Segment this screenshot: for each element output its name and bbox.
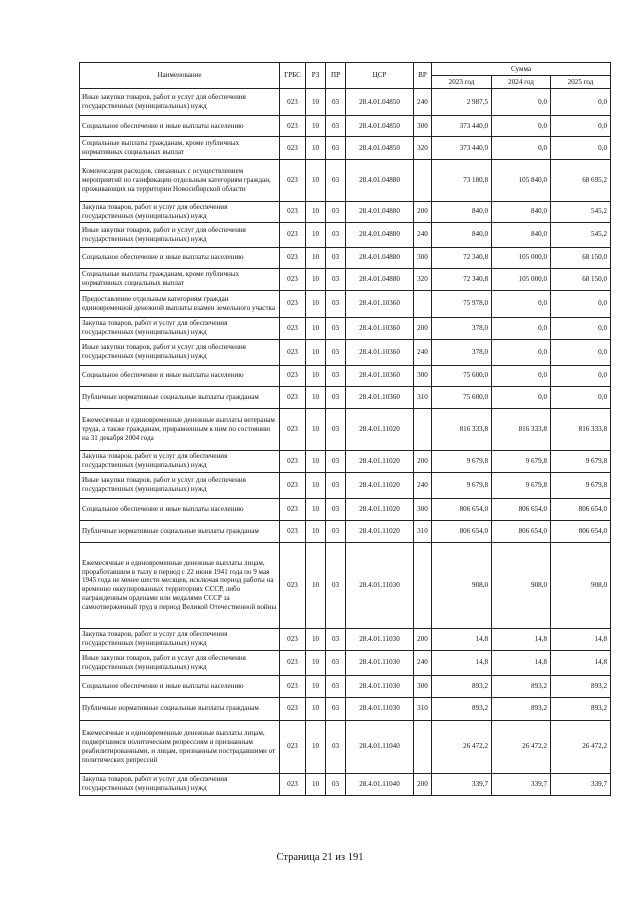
row-sum-2025: 14,8	[551, 628, 611, 650]
row-rz: 10	[306, 268, 326, 290]
row-rz: 10	[306, 472, 326, 498]
row-rz: 10	[306, 628, 326, 650]
row-pr: 03	[326, 408, 346, 450]
row-vr: 240	[414, 650, 432, 675]
row-name: Публичные нормативные социальные выплаты гражданам	[80, 520, 280, 542]
row-sum-2023: 806 654,0	[432, 498, 492, 520]
row-pr: 03	[326, 650, 346, 675]
row-name: Социальные выплаты гражданам, кроме публичных нормативных социальных выплат	[80, 137, 280, 160]
row-name: Социальное обеспечение и иные выплаты населению	[80, 116, 280, 137]
row-name: Социальные выплаты гражданам, кроме публичных нормативных социальных выплат	[80, 268, 280, 290]
row-sum-2023: 908,0	[432, 542, 492, 628]
row-sum-2024: 816 333,8	[492, 408, 551, 450]
row-sum-2025: 0,0	[551, 116, 611, 137]
row-csr: 28.4.01.11030	[346, 675, 414, 697]
row-sum-2023: 339,7	[432, 773, 492, 795]
row-sum-2023: 840,0	[432, 202, 492, 223]
table-row	[80, 202, 611, 223]
row-grbs: 023	[280, 202, 306, 223]
row-sum-2023: 893,2	[432, 675, 492, 697]
row-name: Ежемесячные и единовременные денежные выплаты ветеранам труда, а также гражданам, приравненным к ним по состоянию на 31 декабря 2004 года	[80, 408, 280, 450]
row-sum-2024: 339,7	[492, 773, 551, 795]
row-sum-2025: 0,0	[551, 386, 611, 408]
row-rz: 10	[306, 498, 326, 520]
row-grbs: 023	[280, 650, 306, 675]
row-name: Иные закупки товаров, работ и услуг для обеспечения государственных (муниципальных) нужд	[80, 339, 280, 365]
row-sum-2023: 75 978,0	[432, 290, 492, 317]
row-pr: 03	[326, 137, 346, 160]
row-pr: 03	[326, 365, 346, 386]
header-csr: ЦСР	[346, 63, 414, 89]
row-pr: 03	[326, 697, 346, 720]
row-name: Предоставление отдельным категориям граждан единовременной денежной выплаты взамен земельного участка	[80, 290, 280, 317]
row-csr: 28.4.01.11040	[346, 773, 414, 795]
row-name: Закупка товаров, работ и услуг для обеспечения государственных (муниципальных) нужд	[80, 628, 280, 650]
row-grbs: 023	[280, 773, 306, 795]
row-rz: 10	[306, 720, 326, 773]
row-pr: 03	[326, 386, 346, 408]
row-rz: 10	[306, 160, 326, 202]
row-vr: 320	[414, 137, 432, 160]
row-sum-2023: 14,8	[432, 628, 492, 650]
row-grbs: 023	[280, 520, 306, 542]
row-sum-2023: 816 333,8	[432, 408, 492, 450]
row-sum-2024: 9 679,8	[492, 450, 551, 472]
row-name: Иные закупки товаров, работ и услуг для обеспечения государственных (муниципальных) нужд	[80, 650, 280, 675]
row-name: Закупка товаров, работ и услуг для обеспечения государственных (муниципальных) нужд	[80, 773, 280, 795]
row-csr: 28.4.01.11020	[346, 450, 414, 472]
row-sum-2024: 26 472,2	[492, 720, 551, 773]
row-vr: 240	[414, 222, 432, 247]
row-vr	[414, 160, 432, 202]
row-csr: 28.4.01.04880	[346, 160, 414, 202]
table-row	[80, 89, 611, 116]
row-grbs: 023	[280, 247, 306, 268]
row-grbs: 023	[280, 542, 306, 628]
row-csr: 28.4.01.10360	[346, 290, 414, 317]
row-rz: 10	[306, 317, 326, 339]
row-csr: 28.4.01.11030	[346, 697, 414, 720]
row-grbs: 023	[280, 137, 306, 160]
row-name: Компенсация расходов, связанных с осуществлением мероприятий по газификации отдельным категориям граждан, проживающих на территории Новосибирской области	[80, 160, 280, 202]
row-csr: 28.4.01.11020	[346, 408, 414, 450]
row-sum-2025: 68 695,2	[551, 160, 611, 202]
row-vr: 310	[414, 386, 432, 408]
row-name: Ежемесячные и единовременные денежные выплаты лицам, проработавшим в тылу в период с 22 июня 1941 года по 9 мая 1945 года не менее шести месяцев, исключая период работы на временно оккупированных территориях СССР, либо награжденным орденами или медалями СССР за самоотверженный труд в период Великой Отечественной войны	[80, 542, 280, 628]
row-pr: 03	[326, 247, 346, 268]
row-vr: 200	[414, 628, 432, 650]
row-sum-2024: 908,0	[492, 542, 551, 628]
row-sum-2025: 9 679,8	[551, 472, 611, 498]
row-name: Социальное обеспечение и иные выплаты населению	[80, 675, 280, 697]
row-sum-2025: 9 679,8	[551, 450, 611, 472]
row-pr: 03	[326, 89, 346, 116]
row-sum-2023: 9 679,8	[432, 450, 492, 472]
row-csr: 28.4.01.10360	[346, 365, 414, 386]
row-sum-2025: 0,0	[551, 365, 611, 386]
header-year-2025: 2025 год	[551, 76, 611, 89]
row-sum-2025: 68 150,0	[551, 268, 611, 290]
table-row	[80, 628, 611, 650]
row-csr: 28.4.01.04880	[346, 247, 414, 268]
row-sum-2023: 373 440,0	[432, 137, 492, 160]
row-pr: 03	[326, 498, 346, 520]
row-name: Публичные нормативные социальные выплаты гражданам	[80, 697, 280, 720]
page-number: Страница 21 из 191	[276, 852, 364, 863]
header-year-2024: 2024 год	[492, 76, 551, 89]
row-name: Публичные нормативные социальные выплаты гражданам	[80, 386, 280, 408]
row-pr: 03	[326, 202, 346, 223]
row-sum-2024: 0,0	[492, 365, 551, 386]
row-sum-2023: 378,0	[432, 339, 492, 365]
row-sum-2023: 75 600,0	[432, 386, 492, 408]
row-sum-2024: 105 000,0	[492, 247, 551, 268]
row-sum-2024: 840,0	[492, 202, 551, 223]
row-grbs: 023	[280, 697, 306, 720]
table-row	[80, 339, 611, 365]
row-rz: 10	[306, 773, 326, 795]
row-sum-2025: 14,8	[551, 650, 611, 675]
row-vr	[414, 408, 432, 450]
row-rz: 10	[306, 650, 326, 675]
row-sum-2023: 26 472,2	[432, 720, 492, 773]
row-grbs: 023	[280, 628, 306, 650]
row-sum-2025: 908,0	[551, 542, 611, 628]
row-vr: 240	[414, 339, 432, 365]
row-sum-2025: 68 150,0	[551, 247, 611, 268]
row-vr: 240	[414, 89, 432, 116]
row-sum-2023: 2 987,5	[432, 89, 492, 116]
row-name: Закупка товаров, работ и услуг для обеспечения государственных (муниципальных) нужд	[80, 450, 280, 472]
row-vr: 240	[414, 472, 432, 498]
table-row	[80, 365, 611, 386]
row-grbs: 023	[280, 290, 306, 317]
row-rz: 10	[306, 450, 326, 472]
row-vr: 300	[414, 247, 432, 268]
row-sum-2025: 545,2	[551, 202, 611, 223]
row-vr	[414, 290, 432, 317]
row-csr: 28.4.01.04850	[346, 89, 414, 116]
row-rz: 10	[306, 137, 326, 160]
row-csr: 28.4.01.04880	[346, 222, 414, 247]
row-vr	[414, 720, 432, 773]
row-csr: 28.4.01.11030	[346, 542, 414, 628]
row-sum-2024: 0,0	[492, 386, 551, 408]
row-sum-2024: 0,0	[492, 290, 551, 317]
row-sum-2024: 9 679,8	[492, 472, 551, 498]
row-sum-2023: 73 180,8	[432, 160, 492, 202]
row-sum-2024: 893,2	[492, 697, 551, 720]
row-grbs: 023	[280, 116, 306, 137]
row-sum-2024: 0,0	[492, 116, 551, 137]
row-sum-2023: 75 600,0	[432, 365, 492, 386]
row-csr: 28.4.01.11020	[346, 520, 414, 542]
row-grbs: 023	[280, 89, 306, 116]
row-pr: 03	[326, 268, 346, 290]
table-row	[80, 472, 611, 498]
row-name: Закупка товаров, работ и услуг для обеспечения государственных (муниципальных) нужд	[80, 317, 280, 339]
row-csr: 28.4.01.11020	[346, 472, 414, 498]
row-sum-2025: 339,7	[551, 773, 611, 795]
row-grbs: 023	[280, 365, 306, 386]
row-sum-2025: 0,0	[551, 137, 611, 160]
row-grbs: 023	[280, 268, 306, 290]
row-sum-2025: 0,0	[551, 89, 611, 116]
row-sum-2025: 806 654,0	[551, 498, 611, 520]
table-row	[80, 247, 611, 268]
row-grbs: 023	[280, 160, 306, 202]
table-body	[80, 89, 611, 796]
row-sum-2025: 545,2	[551, 222, 611, 247]
row-rz: 10	[306, 247, 326, 268]
row-vr: 300	[414, 116, 432, 137]
row-sum-2023: 840,0	[432, 222, 492, 247]
row-csr: 28.4.01.10360	[346, 339, 414, 365]
row-csr: 28.4.01.11030	[346, 628, 414, 650]
row-name: Иные закупки товаров, работ и услуг для обеспечения государственных (муниципальных) нужд	[80, 222, 280, 247]
row-grbs: 023	[280, 720, 306, 773]
row-sum-2024: 0,0	[492, 89, 551, 116]
row-sum-2024: 893,2	[492, 675, 551, 697]
row-sum-2024: 0,0	[492, 339, 551, 365]
row-vr: 200	[414, 202, 432, 223]
table-row	[80, 408, 611, 450]
table-row	[80, 160, 611, 202]
row-csr: 28.4.01.04850	[346, 137, 414, 160]
row-rz: 10	[306, 697, 326, 720]
row-name: Социальное обеспечение и иные выплаты населению	[80, 498, 280, 520]
row-sum-2024: 105 000,0	[492, 268, 551, 290]
row-vr: 200	[414, 773, 432, 795]
budget-table	[79, 62, 611, 796]
row-sum-2025: 893,2	[551, 697, 611, 720]
row-csr: 28.4.01.04850	[346, 116, 414, 137]
row-csr: 28.4.01.10360	[346, 317, 414, 339]
header-grbs: ГРБС	[280, 63, 306, 89]
row-pr: 03	[326, 542, 346, 628]
table-row	[80, 268, 611, 290]
row-sum-2025: 0,0	[551, 339, 611, 365]
row-name: Закупка товаров, работ и услуг для обеспечения государственных (муниципальных) нужд	[80, 202, 280, 223]
row-sum-2024: 0,0	[492, 317, 551, 339]
row-csr: 28.4.01.04880	[346, 202, 414, 223]
row-grbs: 023	[280, 408, 306, 450]
row-vr: 310	[414, 697, 432, 720]
row-pr: 03	[326, 160, 346, 202]
row-sum-2024: 105 840,0	[492, 160, 551, 202]
row-grbs: 023	[280, 222, 306, 247]
row-grbs: 023	[280, 498, 306, 520]
row-pr: 03	[326, 675, 346, 697]
row-pr: 03	[326, 520, 346, 542]
row-sum-2025: 816 333,8	[551, 408, 611, 450]
row-vr: 320	[414, 268, 432, 290]
table-row	[80, 773, 611, 795]
row-sum-2025: 0,0	[551, 317, 611, 339]
row-sum-2023: 14,8	[432, 650, 492, 675]
row-grbs: 023	[280, 675, 306, 697]
row-rz: 10	[306, 520, 326, 542]
row-name: Иные закупки товаров, работ и услуг для обеспечения государственных (муниципальных) нужд	[80, 472, 280, 498]
row-sum-2023: 893,2	[432, 697, 492, 720]
row-sum-2024: 0,0	[492, 137, 551, 160]
row-pr: 03	[326, 339, 346, 365]
row-sum-2023: 72 340,8	[432, 268, 492, 290]
row-sum-2025: 0,0	[551, 290, 611, 317]
table-row	[80, 386, 611, 408]
row-sum-2025: 26 472,2	[551, 720, 611, 773]
row-rz: 10	[306, 408, 326, 450]
row-sum-2024: 14,8	[492, 628, 551, 650]
row-name: Ежемесячные и единовременные денежные выплаты лицам, подвергшимся политическим репрессиям и признанным реабилитированными, и лицам, признанным пострадавшими от политических репрессий	[80, 720, 280, 773]
row-grbs: 023	[280, 339, 306, 365]
row-rz: 10	[306, 89, 326, 116]
row-grbs: 023	[280, 386, 306, 408]
row-vr: 300	[414, 498, 432, 520]
row-sum-2025: 893,2	[551, 675, 611, 697]
row-name: Иные закупки товаров, работ и услуг для обеспечения государственных (муниципальных) нужд	[80, 89, 280, 116]
row-csr: 28.4.01.11020	[346, 498, 414, 520]
row-rz: 10	[306, 386, 326, 408]
header-name: Наименование	[80, 63, 280, 89]
row-pr: 03	[326, 628, 346, 650]
row-name: Социальное обеспечение и иные выплаты населению	[80, 365, 280, 386]
table-row	[80, 675, 611, 697]
row-csr: 28.4.01.04880	[346, 268, 414, 290]
row-sum-2023: 72 340,8	[432, 247, 492, 268]
row-csr: 28.4.01.11040	[346, 720, 414, 773]
row-pr: 03	[326, 290, 346, 317]
table-row	[80, 222, 611, 247]
row-csr: 28.4.01.10360	[346, 386, 414, 408]
row-pr: 03	[326, 720, 346, 773]
row-sum-2023: 9 679,8	[432, 472, 492, 498]
header-sum: Сумма	[432, 63, 611, 76]
table-row	[80, 697, 611, 720]
row-sum-2023: 806 654,0	[432, 520, 492, 542]
row-vr	[414, 542, 432, 628]
row-pr: 03	[326, 773, 346, 795]
table-row	[80, 720, 611, 773]
table-row	[80, 137, 611, 160]
row-vr: 200	[414, 450, 432, 472]
table-row	[80, 542, 611, 628]
row-name: Социальное обеспечение и иные выплаты населению	[80, 247, 280, 268]
row-rz: 10	[306, 365, 326, 386]
header-vr: ВР	[414, 63, 432, 89]
row-rz: 10	[306, 116, 326, 137]
row-sum-2023: 373 440,0	[432, 116, 492, 137]
row-rz: 10	[306, 542, 326, 628]
row-vr: 300	[414, 365, 432, 386]
row-pr: 03	[326, 450, 346, 472]
table-row	[80, 498, 611, 520]
row-sum-2025: 806 654,0	[551, 520, 611, 542]
row-vr: 200	[414, 317, 432, 339]
row-sum-2024: 806 654,0	[492, 498, 551, 520]
row-vr: 310	[414, 520, 432, 542]
row-pr: 03	[326, 222, 346, 247]
row-csr: 28.4.01.11030	[346, 650, 414, 675]
row-pr: 03	[326, 116, 346, 137]
row-grbs: 023	[280, 450, 306, 472]
row-rz: 10	[306, 339, 326, 365]
row-rz: 10	[306, 290, 326, 317]
row-rz: 10	[306, 222, 326, 247]
table-row	[80, 317, 611, 339]
table-row	[80, 116, 611, 137]
table-row	[80, 520, 611, 542]
row-pr: 03	[326, 317, 346, 339]
row-rz: 10	[306, 202, 326, 223]
row-sum-2024: 840,0	[492, 222, 551, 247]
row-pr: 03	[326, 472, 346, 498]
table-row	[80, 450, 611, 472]
row-sum-2024: 806 654,0	[492, 520, 551, 542]
row-grbs: 023	[280, 317, 306, 339]
table-row	[80, 650, 611, 675]
header-rz: РЗ	[306, 63, 326, 89]
header-pr: ПР	[326, 63, 346, 89]
header-year-2023: 2023 год	[432, 76, 492, 89]
row-sum-2023: 378,0	[432, 317, 492, 339]
row-rz: 10	[306, 675, 326, 697]
row-sum-2024: 14,8	[492, 650, 551, 675]
row-vr: 300	[414, 675, 432, 697]
row-grbs: 023	[280, 472, 306, 498]
table-row	[80, 290, 611, 317]
